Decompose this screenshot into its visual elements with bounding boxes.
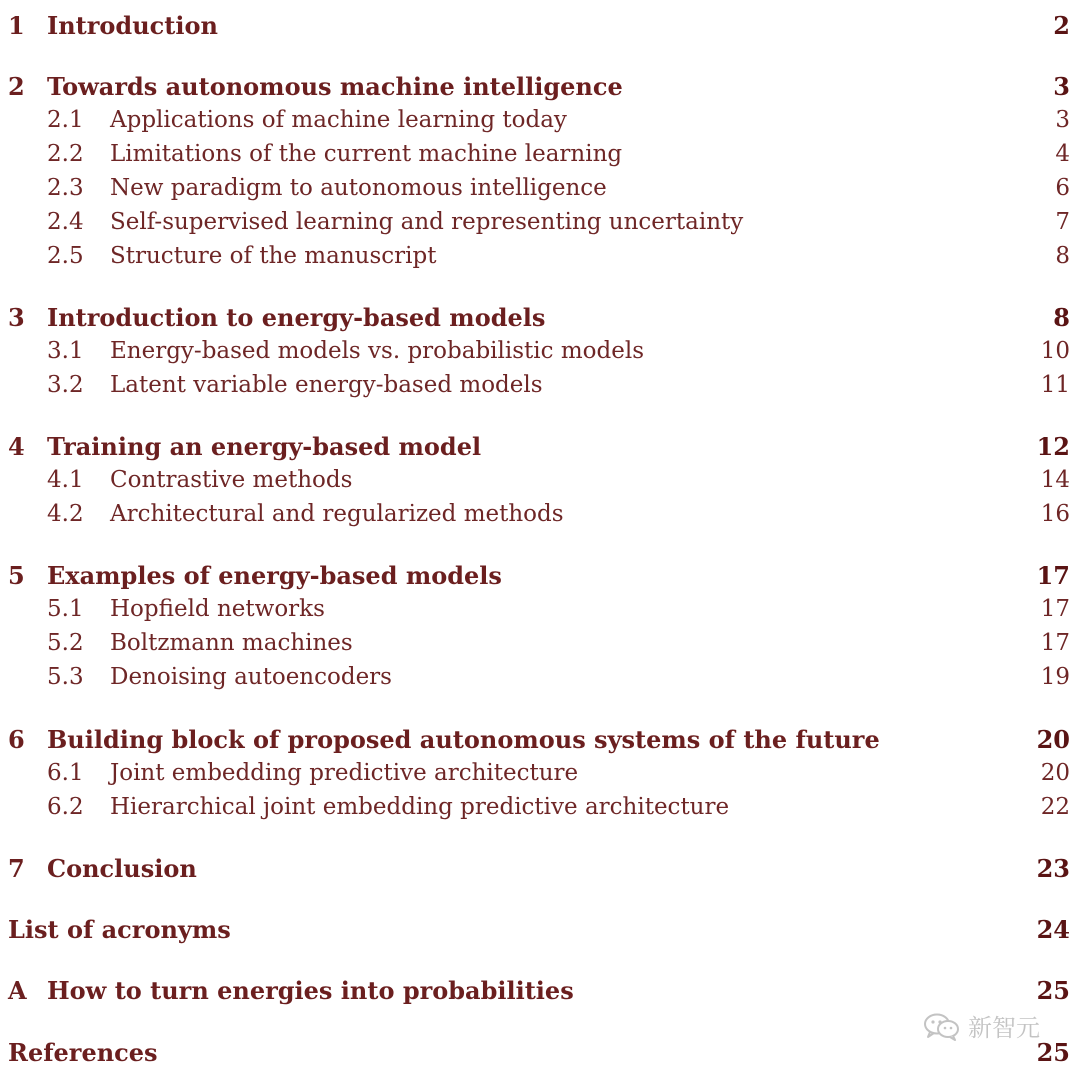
toc-number: 6.2 — [47, 794, 84, 820]
toc-title: Introduction to energy-based models — [47, 302, 546, 332]
toc-number: 5.3 — [47, 664, 84, 690]
toc-title: Building block of proposed autonomous systems of the future — [47, 724, 880, 754]
toc-entry-2-3[interactable] — [0, 171, 1080, 205]
toc-number: 2 — [8, 71, 25, 101]
toc-title: Joint embedding predictive architecture — [110, 760, 579, 786]
toc-entry-2-2[interactable] — [0, 137, 1080, 171]
toc-entry-5[interactable] — [0, 558, 1080, 592]
toc-number: 7 — [8, 853, 25, 883]
toc-page: 3 — [1055, 107, 1070, 133]
toc-number: 2.5 — [47, 243, 84, 269]
toc-page: 10 — [1040, 338, 1070, 364]
toc-number: 3.2 — [47, 372, 84, 398]
toc-title: New paradigm to autonomous intelligence — [110, 175, 607, 201]
toc-entry-appendix-a[interactable] — [0, 973, 1080, 1007]
toc-number: 2.1 — [47, 107, 84, 133]
toc-entry-5-2[interactable] — [0, 626, 1080, 660]
toc-entry-1[interactable] — [0, 8, 1080, 42]
toc-entry-2-1[interactable] — [0, 103, 1080, 137]
toc-title: Self-supervised learning and representing uncertainty — [110, 209, 744, 235]
toc-title: Training an energy-based model — [47, 431, 482, 461]
toc-page: 25 — [1036, 1037, 1070, 1067]
toc-entry-4-1[interactable] — [0, 463, 1080, 497]
toc-number: 2.4 — [47, 209, 84, 235]
toc-page: 4 — [1055, 141, 1070, 167]
toc-page: 25 — [1036, 975, 1070, 1005]
toc-page: 23 — [1036, 853, 1070, 883]
toc-page: 22 — [1040, 794, 1070, 820]
toc-page: 16 — [1040, 501, 1070, 527]
toc-number: 6.1 — [47, 760, 84, 786]
toc-title: Architectural and regularized methods — [110, 501, 564, 527]
wechat-icon — [922, 1011, 962, 1041]
toc-entry-3[interactable] — [0, 300, 1080, 334]
toc-title: Latent variable energy-based models — [110, 372, 543, 398]
toc-number: 5.1 — [47, 596, 84, 622]
toc-title: How to turn energies into probabilities — [47, 975, 574, 1005]
toc-title: Energy-based models vs. probabilistic models — [110, 338, 644, 364]
toc-entry-3-2[interactable] — [0, 368, 1080, 402]
toc-title: Towards autonomous machine intelligence — [47, 71, 623, 101]
watermark — [922, 1008, 1040, 1043]
toc-page: 11 — [1040, 372, 1070, 398]
toc-entry-6-2[interactable] — [0, 790, 1080, 824]
toc-title: References — [8, 1037, 158, 1067]
toc-number: 4 — [8, 431, 25, 461]
toc-title: Limitations of the current machine learning — [110, 141, 623, 167]
toc-entry-acronyms[interactable] — [0, 912, 1080, 946]
toc-page: 24 — [1036, 914, 1070, 944]
toc-number: A — [8, 975, 27, 1005]
toc-entry-5-1[interactable] — [0, 592, 1080, 626]
toc-number: 6 — [8, 724, 25, 754]
toc-entry-2-4[interactable] — [0, 205, 1080, 239]
toc-title: Contrastive methods — [110, 467, 353, 493]
toc-title: Examples of energy-based models — [47, 560, 502, 590]
toc-title: Introduction — [47, 10, 218, 40]
toc-title: List of acronyms — [8, 914, 231, 944]
toc-entry-6-1[interactable] — [0, 756, 1080, 790]
toc-number: 2.2 — [47, 141, 84, 167]
toc-entry-references[interactable] — [0, 1035, 1080, 1069]
toc-entry-4[interactable] — [0, 429, 1080, 463]
toc-page: 3 — [1053, 71, 1070, 101]
toc-entry-4-2[interactable] — [0, 497, 1080, 531]
toc-title: Conclusion — [47, 853, 197, 883]
toc-title: Applications of machine learning today — [110, 107, 567, 133]
toc-title: Structure of the manuscript — [110, 243, 437, 269]
toc-page: 19 — [1040, 664, 1070, 690]
toc-page: 2 — [1053, 10, 1070, 40]
toc-number: 3 — [8, 302, 25, 332]
toc-title: Boltzmann machines — [110, 630, 353, 656]
toc-number: 2.3 — [47, 175, 84, 201]
toc-page: 6 — [1055, 175, 1070, 201]
toc-entry-6[interactable] — [0, 722, 1080, 756]
toc-entry-3-1[interactable] — [0, 334, 1080, 368]
toc-number: 5 — [8, 560, 25, 590]
toc-title: Hierarchical joint embedding predictive architecture — [110, 794, 730, 820]
toc-entry-7[interactable] — [0, 851, 1080, 885]
toc-page: 8 — [1055, 243, 1070, 269]
toc-number: 4.2 — [47, 501, 84, 527]
toc-number: 3.1 — [47, 338, 84, 364]
toc-title: Denoising autoencoders — [110, 664, 392, 690]
toc-number: 1 — [8, 10, 25, 40]
toc-page: 7 — [1055, 209, 1070, 235]
toc-entry-5-3[interactable] — [0, 660, 1080, 694]
toc-page: 12 — [1036, 431, 1070, 461]
watermark-text: 新智元 — [968, 1014, 1040, 1042]
toc-entry-2-5[interactable] — [0, 239, 1080, 273]
toc-page: 17 — [1036, 560, 1070, 590]
toc-page: 20 — [1040, 760, 1070, 786]
toc-number: 5.2 — [47, 630, 84, 656]
toc-page: 14 — [1040, 467, 1070, 493]
toc-page: 20 — [1036, 724, 1070, 754]
toc-page: 8 — [1053, 302, 1070, 332]
toc-page: 17 — [1040, 596, 1070, 622]
toc-entry-2[interactable] — [0, 69, 1080, 103]
toc-number: 4.1 — [47, 467, 84, 493]
toc-title: Hopfield networks — [110, 596, 325, 622]
toc-page: 17 — [1040, 630, 1070, 656]
